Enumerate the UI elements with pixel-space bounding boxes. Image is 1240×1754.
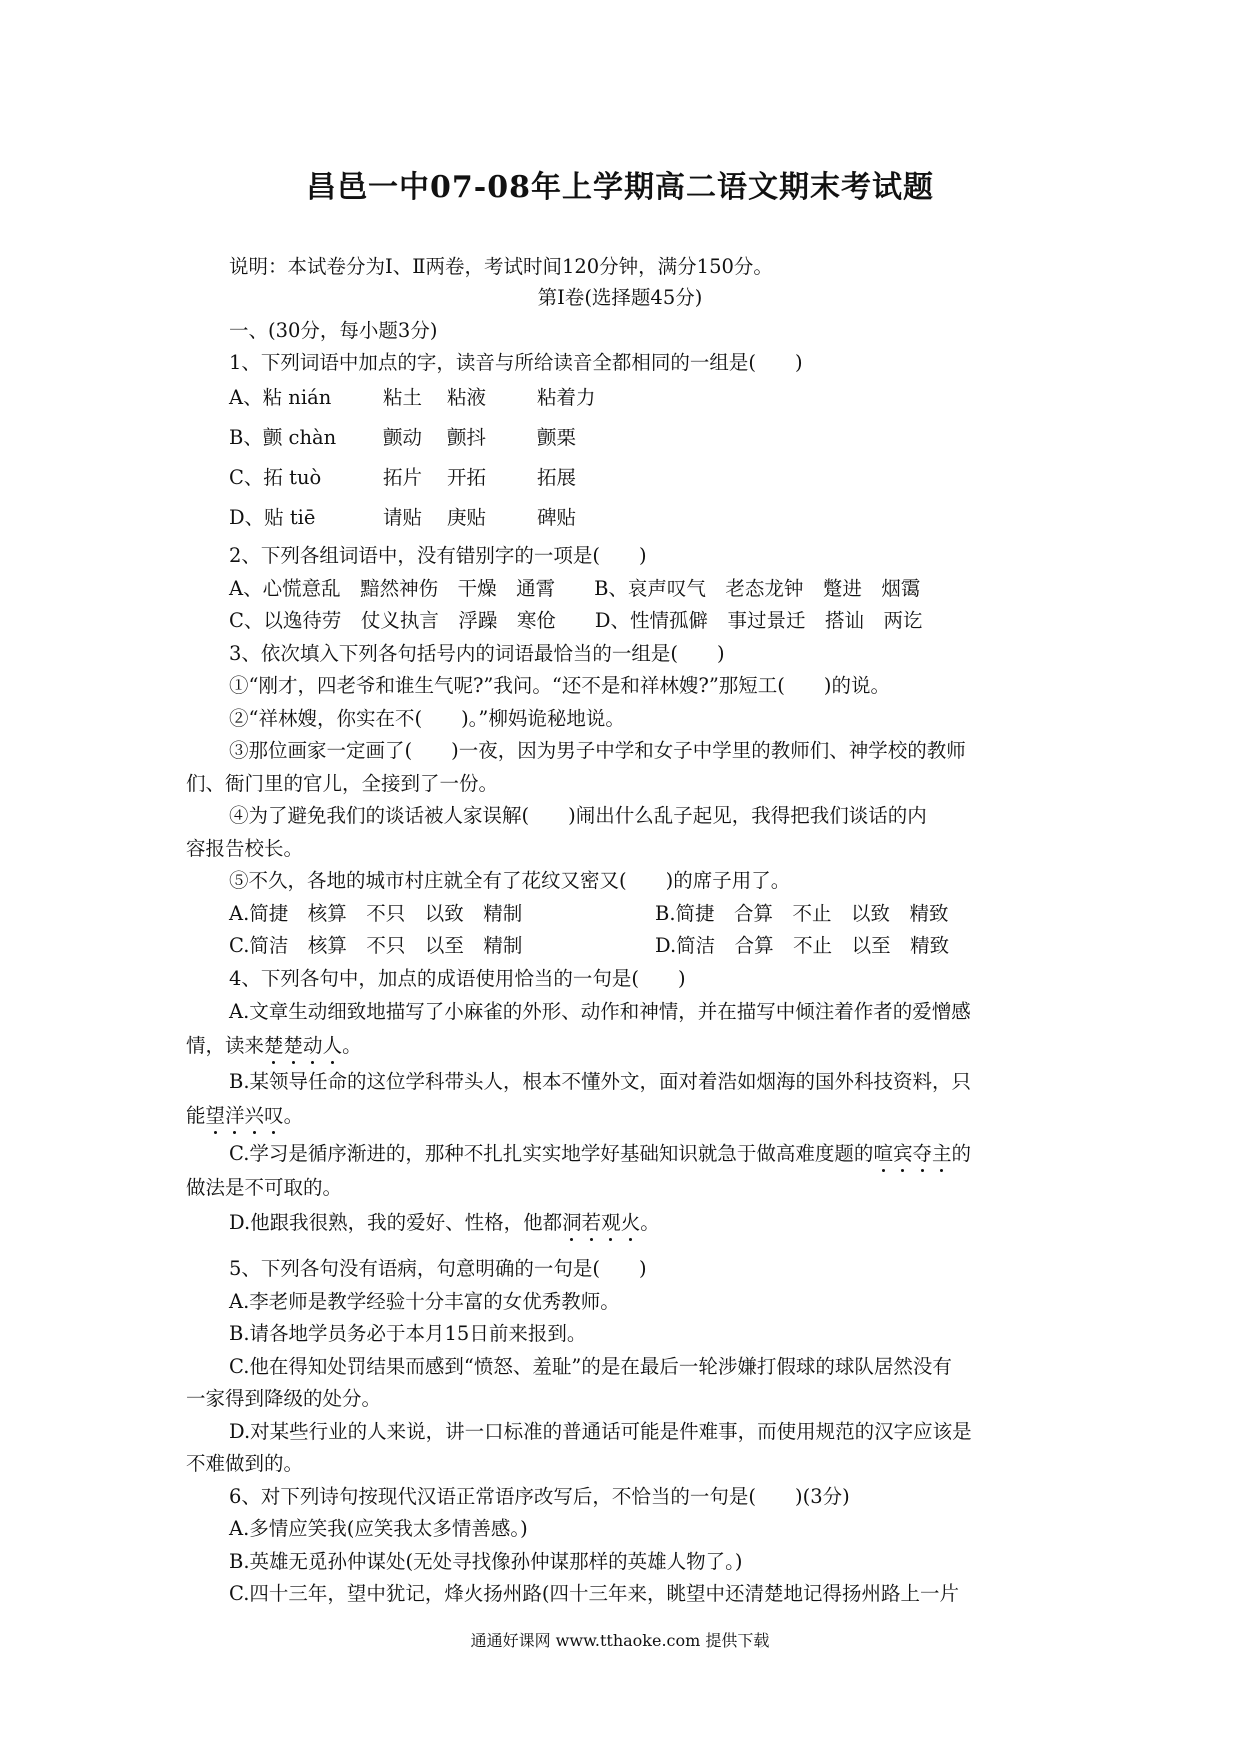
exam-instructions: 说明：本试卷分为Ⅰ、Ⅱ两卷，考试时间120分钟，满分150分。 — [229, 255, 773, 278]
q4-option-b: B.某领导任命的这位学科带头人，根本不懂外文，面对着浩如烟海的国外科技资料，只 — [229, 1070, 972, 1093]
volume-heading: 第Ⅰ卷(选择题45分) — [537, 286, 703, 309]
dotted-char: 主 — [931, 1142, 952, 1165]
dotted-char: 火 — [620, 1211, 641, 1234]
q1-option-d-head: D、贴 tiē — [229, 506, 316, 529]
q1-option-b-word2: 颤抖 — [447, 426, 487, 449]
dotted-char: 兴 — [244, 1104, 265, 1127]
q4-option-c-cont: 做法是不可取的。 — [186, 1176, 343, 1199]
section-heading: 一、(30分，每小题3分) — [229, 319, 438, 342]
q1-option-b-word1: 颤动 — [383, 426, 423, 449]
q3-sentence-3-cont: 们、衙门里的官儿，全接到了一份。 — [186, 772, 499, 795]
dotted-char: 宾 — [892, 1142, 913, 1165]
q5-option-a: A.李老师是教学经验十分丰富的女优秀教师。 — [229, 1290, 620, 1313]
q5-option-c: C.他在得知处罚结果而感到“愤怒、羞耻”的是在最后一轮涉嫌打假球的球队居然没有 — [229, 1355, 952, 1378]
q4-d-end: 。 — [640, 1211, 660, 1234]
q6-option-a: A.多情应笑我(应笑我太多情善感。) — [229, 1517, 528, 1540]
dotted-char: 望 — [205, 1104, 226, 1127]
dotted-char: 洋 — [225, 1104, 245, 1127]
q4-b-text: 能 — [186, 1104, 206, 1127]
q4-c-text: C.学习是循序渐进的，那种不扎扎实实地学好基础知识就急于做高难度题的 — [229, 1142, 874, 1165]
dotted-char: 观 — [601, 1211, 621, 1234]
q3-sentence-1: ①“刚才，四老爷和谁生气呢?”我问。“还不是和祥林嫂?”那短工( )的说。 — [229, 674, 891, 697]
dotted-char: 动 — [303, 1034, 323, 1057]
q1-option-b-head: B、颤 chàn — [229, 426, 337, 449]
q1-option-a-word3: 粘着力 — [537, 386, 596, 409]
q6-option-c: C.四十三年，望中犹记，烽火扬州路(四十三年来，眺望中还清楚地记得扬州路上一片 — [229, 1582, 960, 1605]
dotted-char: 楚 — [283, 1034, 304, 1057]
exam-title: 昌邑一中07-08年上学期高二语文期末考试题 — [306, 170, 934, 205]
q1-option-a-head: A、粘 nián — [229, 386, 332, 409]
q3-sentence-4: ④为了避免我们的谈话被人家误解( )闹出什么乱子起见，我得把我们谈话的内 — [229, 804, 927, 827]
q3-option-c: C.简洁 核算 不只 以至 精制 — [229, 934, 523, 957]
q1-option-c-head: C、拓 tuò — [229, 466, 322, 489]
dotted-char: 人 — [322, 1034, 343, 1057]
q1-option-a — [229, 385, 596, 411]
q3-sentence-3: ③那位画家一定画了( )一夜，因为男子中学和女子中学里的教师们、神学校的教师 — [229, 739, 966, 762]
dotted-char: 楚 — [264, 1034, 284, 1057]
dotted-char: 喧 — [873, 1142, 893, 1165]
q5-option-b: B.请各地学员务必于本月15日前来报到。 — [229, 1322, 587, 1345]
dotted-char: 若 — [581, 1211, 602, 1234]
q4-option-d — [229, 1210, 660, 1236]
q5-option-d-cont: 不难做到的。 — [186, 1452, 304, 1475]
q1-option-c — [229, 465, 576, 491]
q2-options-row1: A、心慌意乱 黯然神伤 干燥 通霄 B、哀声叹气 老态龙钟 蹩进 烟霭 — [229, 577, 921, 600]
q1-option-c-word3: 拓展 — [537, 466, 577, 489]
q1-option-d-word3: 碑贴 — [537, 506, 577, 529]
q1-option-c-word2: 开拓 — [447, 466, 487, 489]
q3-sentence-5: ⑤不久，各地的城市村庄就全有了花纹又密又( )的席子用了。 — [229, 869, 791, 892]
q4-option-c — [229, 1141, 971, 1167]
q1-option-d-word1: 请贴 — [383, 506, 423, 529]
q1-option-a-word1: 粘土 — [383, 386, 423, 409]
question-6-stem: 6、对下列诗句按现代汉语正常语序改写后，不恰当的一句是( )(3分) — [229, 1485, 850, 1508]
q4-a-text: 情，读来 — [186, 1034, 265, 1057]
q4-option-b-cont — [186, 1103, 303, 1129]
page-footer: 通通好课网 www.tthaoke.com 提供下载 — [470, 1631, 770, 1650]
q3-option-a: A.简捷 核算 不只 以致 精制 — [229, 902, 523, 925]
question-1-stem: 1、下列词语中加点的字，读音与所给读音全都相同的一组是( ) — [229, 351, 803, 374]
q2-options-row2: C、以逸待劳 仗义执言 浮躁 寒伧 D、性情孤僻 事过景迁 搭讪 两讫 — [229, 609, 923, 632]
q5-option-c-cont: 一家得到降级的处分。 — [186, 1387, 382, 1410]
q1-option-d — [229, 505, 576, 531]
q6-option-b: B.英雄无觅孙仲谋处(无处寻找像孙仲谋那样的英雄人物了。) — [229, 1550, 743, 1573]
question-5-stem: 5、下列各句没有语病，句意明确的一句是( ) — [229, 1257, 647, 1280]
q1-option-a-word2: 粘液 — [447, 386, 487, 409]
q1-option-b-word3: 颤栗 — [537, 426, 577, 449]
q1-option-b — [229, 425, 576, 451]
q3-sentence-4-cont: 容报告校长。 — [186, 837, 304, 860]
question-3-stem: 3、依次填入下列各句括号内的词语最恰当的一组是( ) — [229, 642, 725, 665]
dotted-char: 叹 — [264, 1104, 284, 1127]
q4-d-text: D.他跟我很熟，我的爱好、性格，他都 — [229, 1211, 563, 1234]
q5-option-d: D.对某些行业的人来说，讲一口标准的普通话可能是件难事，而使用规范的汉字应该是 — [229, 1420, 972, 1443]
q4-c-end: 的 — [951, 1142, 972, 1165]
q3-option-d: D.简洁 合算 不止 以至 精致 — [655, 934, 950, 957]
q3-option-b: B.简捷 合算 不止 以致 精致 — [655, 902, 949, 925]
dotted-char: 夺 — [912, 1142, 932, 1165]
q4-b-end: 。 — [283, 1104, 304, 1127]
question-4-stem: 4、下列各句中，加点的成语使用恰当的一句是( ) — [229, 967, 686, 990]
q4-option-a: A.文章生动细致地描写了小麻雀的外形、动作和神情，并在描写中倾注着作者的爱憎感 — [229, 1000, 971, 1023]
question-2-stem: 2、下列各组词语中，没有错别字的一项是( ) — [229, 544, 647, 567]
q1-option-c-word1: 拓片 — [383, 466, 423, 489]
dotted-char: 洞 — [562, 1211, 582, 1234]
q3-sentence-2: ②“祥林嫂，你实在不( )。”柳妈诡秘地说。 — [229, 707, 625, 730]
q1-option-d-word2: 庚贴 — [447, 506, 487, 529]
q4-option-a-cont — [186, 1033, 362, 1059]
q4-a-end: 。 — [342, 1034, 362, 1057]
